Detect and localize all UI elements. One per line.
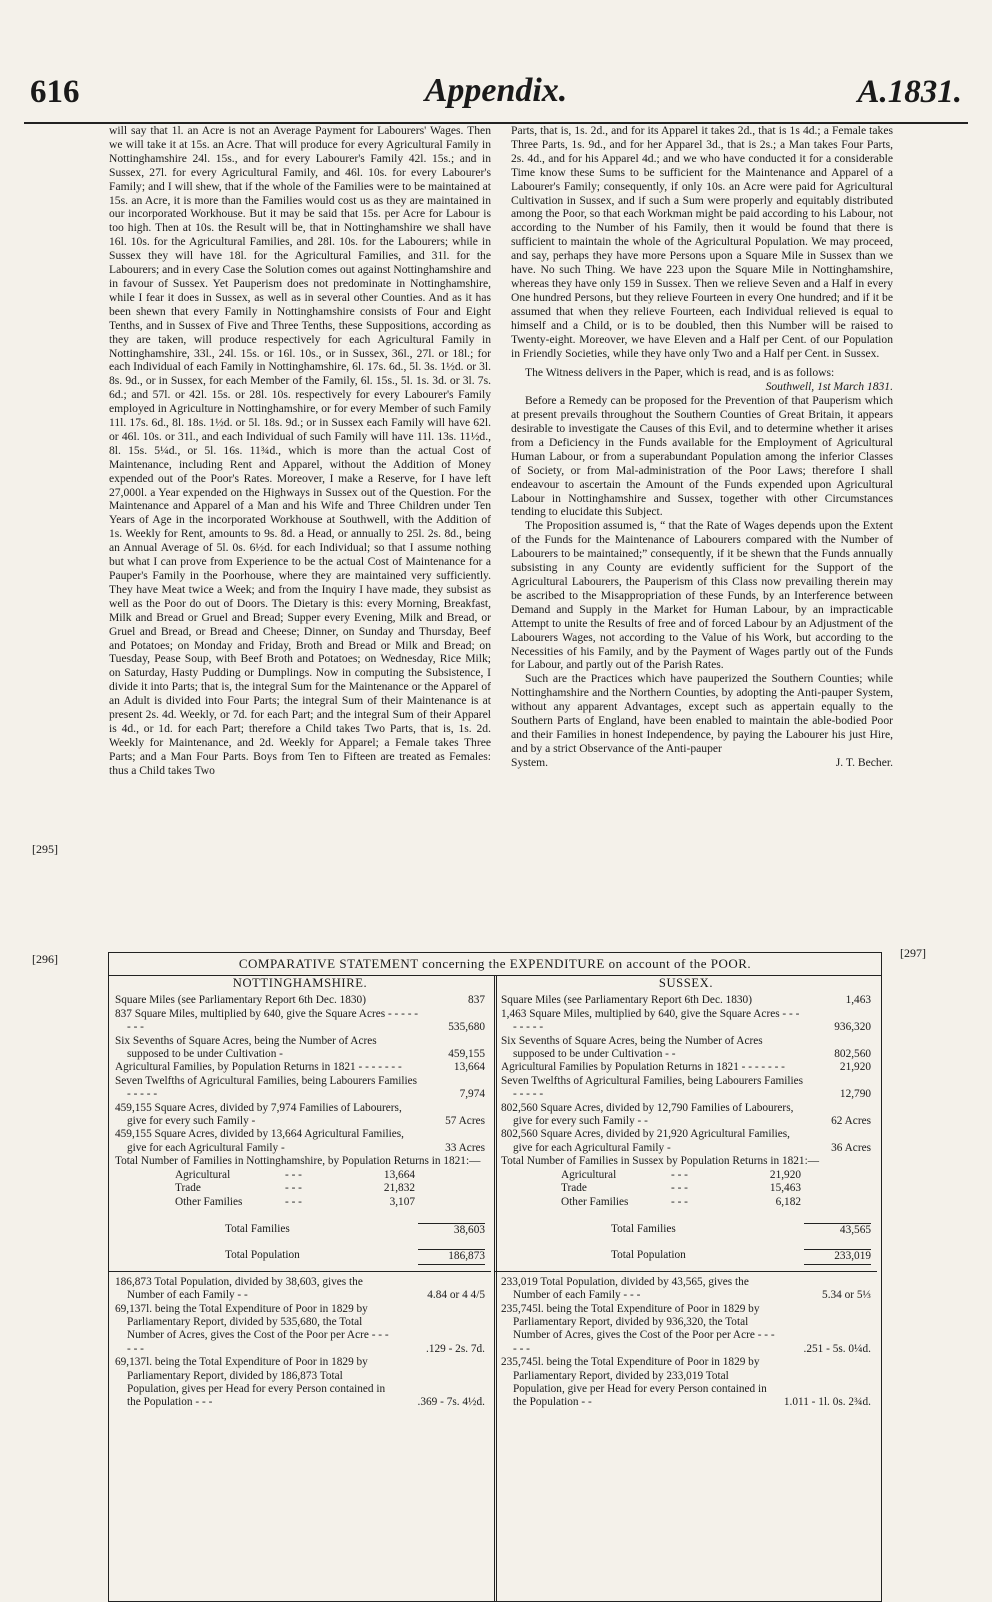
notts-heading: NOTTINGHAMSHIRE. (232, 976, 368, 990)
total-families: Total Families 43,565 (611, 1222, 871, 1236)
comparative-table (108, 952, 882, 1602)
table-row: 837 Square Miles, multiplied by 640, give the Square Acres - - - - - - - - 535,680 (115, 1007, 485, 1034)
section-rule (109, 1271, 491, 1272)
table-row: Seven Twelfths of Agricultural Families, being Labourers Families - - - - - 7,974 (115, 1074, 485, 1101)
witness-note: The Witness delivers in the Paper, which is read, and is as follows: (525, 366, 835, 380)
right-paragraph-1: Parts, that is, 1s. 2d., and for its Apparel it takes 2d., that is 1s 4d.; a Female takes Three Parts, 1s. 9d., and for her Apparel 3d., that is 2s.; a Man takes Four Parts, 2s. 4d., and for his Apparel 4d.; and we who have conducted it for a considerable Time know these Sums to be sufficient for the Maintenance and Apparel of a Labourer's Family; consequently, if only 10s. an Acre were paid for Agricultural Cultivation in Sussex, and if such a Sum were properly and equitably distributed among the Poor, so that each Workman might be paid according to his Labour, not according to the Number of his Family, then it would be found that there is sufficient to maintain the whole of the Agricultural Population. We may proceed, and say, perhaps they have more Persons upon a Square Mile in Sussex than we have. No such Thing. We have 223 upon the Square Mile in Nottinghamshire, whereas they have only 159 in Sussex. Then we relieve Seven and a Half in every One hundred Persons, but they relieve Fourteen in every One hundred; and if it be assumed that when they relieve Fourteen, each Individual relieved is equal to himself and a Child, or is to be doubled, then this Number will be raised to Twenty-eight. Moreover, we have Eleven and a Half per Cent. of our Population in Friendly Societies, while they have only Two and a Half per Cent. in Sussex. (511, 124, 893, 360)
table-title: COMPARATIVE STATEMENT concerning the EXPENDITURE on account of the POOR. (238, 956, 752, 971)
family-row: Trade - - - 15,463 (561, 1182, 801, 1195)
sussex-section (501, 977, 871, 1410)
margin-note-297: [297] (900, 946, 926, 960)
calc-row: 69,137l. being the Total Expenditure of Poor in 1829 by Parliamentary Report, divided by 535,680, the Total Number of Acres, gives the Cost of the Poor per Acre - - - - - - .129 - 2s. 7d. (115, 1302, 485, 1355)
total-families: Total Families 38,603 (225, 1222, 485, 1236)
total-population: Total Population 233,019 (501, 1249, 871, 1264)
page-year: A.1831. (857, 74, 962, 110)
family-row: Agricultural - - - 13,664 (175, 1168, 415, 1181)
section-rule (495, 1271, 877, 1272)
family-row: Agricultural - - - 21,920 (561, 1168, 801, 1181)
page-title: Appendix. (424, 72, 568, 109)
calc-row: 235,745l. being the Total Expenditure of Poor in 1829 by Parliamentary Report, divided by 936,320, the Total Number of Acres, gives the Cost of the Poor per Acre - - - - - - .251 - 5s. 0¼d. (501, 1302, 871, 1355)
families-intro: Total Number of Families in Nottinghamshire, by Population Returns in 1821:— (115, 1155, 481, 1168)
left-paragraph: will say that 1l. an Acre is not an Average Payment for Labourers' Wages. Then we will take it at 15s. an Acre. That will produce for every Agricultural Family in Nottinghamshire 24l. 15s., and for every Labourer's Family 42l. 15s.; and in Sussex, 27l. for every Agricultural Family, and 46l. 10s. for every Labourer's Family; and I will shew, that if the whole of the Families were to be maintained at 15s. an Acre, it is more than the Families would cost us as they are maintained in our incorporated Workhouse. But it may be said that 15s. per Acre for Labour is too high. Then at 10s. the Result will be, that in Nottinghamshire we shall have 16l. 10s. for the Agricultural Families, and 28l. 10s. for the Labourers; while in Sussex they will have 18l. for the Agricultural Families, and 31l. for the Labourers; and in every Case the Solution comes out against Nottinghamshire and in favour of Sussex. Yet Pauperism does not predominate in Nottinghamshire, while I fear it does in Sussex, as well as in several other Counties. And as it has been shewn that every Family in Nottinghamshire consists of Four and Eight Tenths, and in Sussex of Five and Three Tenths, these Suppositions, according as they are taken, will produce respectively for each Agricultural Family in Nottinghamshire, 33l., 24l. 15s. or 16l. 10s., or in Sussex, 36l., 27l. or 18l.; for each Individual of each Family in Nottinghamshire, 6l. 17s. 6d., 5l. 3s. 1½d. or 3l. 8s. 9d., or in Sussex, for each Member of the Family, 6l. 15s., 5l. 1s. 3d. or 3l. 7s. 6d.; and 57l. or 42l. 15s. or 28l. 10s. respectively for every Labourer's Family employed in Agriculture in Nottinghamshire, or for every Member of such Family 11l. 17s. 6d., 8l. 18s. 1½d. or 5l. 18s. 9d.; or in Sussex each Family will have 62l. or 46l. 10s. or 31l., and each Individual of such Family will have 11l. 13s. 11½d., 8l. 15s. 5¼d., or 5l. 16s. 11¾d., which is more than the actual Cost of Maintenance, including Rent and Apparel, without the Addition of Money expended out of the Poor's Rates. Moreover, I make a Reserve, for I have left 27,000l. a Year expended on the Highways in Sussex out of the Question. For the Maintenance and Apparel of a Man and his Wife and Three Children under Ten Years of Age in the incorporated Workhouse at Southwell, with the Addition of 1s. Weekly for Rent, amounts to 9s. 8d. a Head, or annually to 25l. 2s. 8d., being an Annual Average of 5l. 0s. 6½d. for each Individual; so that I assume nothing but what I can prove from Experience to be the actual Cost of Maintenance for a Pauper's Family in the Poorhouse, where they are maintained very sufficiently. They have Meat twice a Week; and from the Inquiry I have made, they subsist as well as the Poor do out of Doors. The Dietary is this: every Morning, Breakfast, Milk and Bread or Gruel and Bread; Supper every Evening, Milk and Bread, or Gruel and Bread, or Bread and Cheese; Dinner, on Sunday and Thursday, Beef and Potatoes; on Monday and Friday, Broth and Bread or Milk and Bread; on Tuesday, Pease Soup, with Beef Broth and Potatoes; on Wednesday, Rice Milk; on Saturday, Hasty Pudding or Dumplings. Now in computing the Subsistence, I divide it into Parts; that is, the integral Sum for the Maintenance or the Apparel of an Adult is divided into Four Parts; the integral Sum of their Maintenance is at present 2s. 4d. Weekly, or 7d. for each Part; and the integral Sum of their Apparel is 4d., or 1d. for each Part; therefore a Child takes Two Parts, that is, 1s. 2d. Weekly for Maintenance, and 2d. Weekly for Apparel; a Female takes Three Parts; and a Man Four Parts. Boys from Ten to Fifteen are treated as Females: thus a Child takes Two (109, 124, 491, 777)
right-column (511, 124, 893, 770)
table-row: 459,155 Square Acres, divided by 7,974 Families of Labourers, give for every such Family - 57 Acres (115, 1101, 485, 1128)
table-row: 802,560 Square Acres, divided by 12,790 Families of Labourers, give for every such Family - - 62 Acres (501, 1101, 871, 1128)
family-row: Other Families - - - 3,107 (175, 1195, 415, 1208)
table-divider (494, 975, 497, 1601)
family-row: Other Families - - - 6,182 (561, 1195, 801, 1208)
right-paragraph-4: The Proposition assumed is, “ that the Rate of Wages depends upon the Extent of the Funds for the Maintenance of Labourers compared with the Number of Labourers to be maintained;” consequently, if it be shewn that the Funds annually subsisting in any County are evidently sufficient for the Support of the Agricultural Labourers, the Pauperism of this Class now prevailing therein may be ascribed to the Misappropriation of these Funds, by an Interference between Demand and Supply in the Market for Human Labour, by an impracticable Attempt to unite the Results of free and of forced Labour by an Adjustment of the Labourers Wages, not according to the Value of his Work, but according to the Necessities of his Family, and by the Payment of Wages partly out of the Funds for Labour, and partly out of the Parish Rates. (511, 519, 893, 672)
calc-row: 233,019 Total Population, divided by 43,565, gives the Number of each Family - - - 5.34 or 5⅓ (501, 1275, 871, 1302)
sig-left: System. (511, 755, 549, 769)
right-paragraph-5: Such are the Practices which have pauperized the Southern Counties; while Nottinghamshire and the Northern Counties, by adopting the Anti-pauper System, without any apparent Advantages, except such as appertain equally to the Southern Parts of England, have been enabled to maintain the able-bodied Poor and their Families in honest Independence, by paying the Labourer his just Hire, and by a strict Observance of the Anti-pauper (511, 672, 893, 755)
signature: J. T. Becher. (835, 755, 893, 769)
calc-row: 69,137l. being the Total Expenditure of Poor in 1829 by Parliamentary Report, divided by 186,873 Total Population, gives per Head for every Person contained in the Population - - - .369 - 7s. 4½d. (115, 1356, 485, 1409)
calc-row: 186,873 Total Population, divided by 38,603, gives the Number of each Family - - 4.84 or 4 4/5 (115, 1275, 485, 1302)
page-number: 616 (30, 74, 80, 110)
dateline: Southwell, 1st March 1831. (765, 380, 893, 394)
signature-line (511, 756, 893, 770)
right-paragraph-3: Before a Remedy can be proposed for the Prevention of that Pauperism which at present prevails throughout the Southern Counties of Great Britain, it appears desirable to investigate the Causes of this Evil, and to determine whether it arises from a Deficiency in the Funds available for the Employment of Agricultural Human Labour, or from a superabundant Population among the inferior Classes of Society, or from Mal-administration of the Poor Laws; therefore I shall endeavour to ascertain the Amount of the Funds expended upon Agricultural Labour in Nottinghamshire and Sussex, together with other Circumstances tending to elucidate this Subject. (511, 394, 893, 519)
table-row: Seven Twelfths of Agricultural Families, being Labourers Families - - - - - 12,790 (501, 1074, 871, 1101)
sussex-heading: SUSSEX. (658, 976, 714, 990)
left-column (109, 124, 491, 778)
notts-section (115, 977, 485, 1410)
margin-note-296: [296] (32, 952, 58, 966)
table-row: Agricultural Families, by Population Returns in 1821 - - - - - - - 13,664 (115, 1061, 485, 1074)
table-row: 459,155 Square Acres, divided by 13,664 Agricultural Families, give for each Agricultural Family - 33 Acres (115, 1128, 485, 1154)
table-row: Six Sevenths of Square Acres, being the Number of Acres supposed to be under Cultivation - - 802,560 (501, 1034, 871, 1061)
table-row: Agricultural Families by Population Returns in 1821 - - - - - - - 21,920 (501, 1061, 871, 1074)
table-row: Six Sevenths of Square Acres, being the Number of Acres supposed to be under Cultivation - 459,155 (115, 1034, 485, 1061)
table-row: 1,463 Square Miles, multiplied by 640, give the Square Acres - - - - - - - - 936,320 (501, 1007, 871, 1034)
families-intro: Total Number of Families in Sussex by Population Returns in 1821:— (501, 1155, 820, 1168)
table-row: 802,560 Square Acres, divided by 21,920 Agricultural Families, give for each Agricultural Family - 36 Acres (501, 1128, 871, 1154)
calc-row: 235,745l. being the Total Expenditure of Poor in 1829 by Parliamentary Report, divided by 233,019 Total Population, give per Head for every Person contained in the Population - - 1.011 - 1l. 0s. 2¾d. (501, 1356, 871, 1409)
margin-note-295: [295] (32, 842, 58, 856)
page-header (24, 72, 968, 124)
table-row: Square Miles (see Parliamentary Report 6th Dec. 1830) 837 (115, 994, 485, 1007)
family-row: Trade - - - 21,832 (175, 1182, 415, 1195)
table-row: Square Miles (see Parliamentary Report 6th Dec. 1830) 1,463 (501, 994, 871, 1007)
total-population: Total Population 186,873 (115, 1249, 485, 1264)
